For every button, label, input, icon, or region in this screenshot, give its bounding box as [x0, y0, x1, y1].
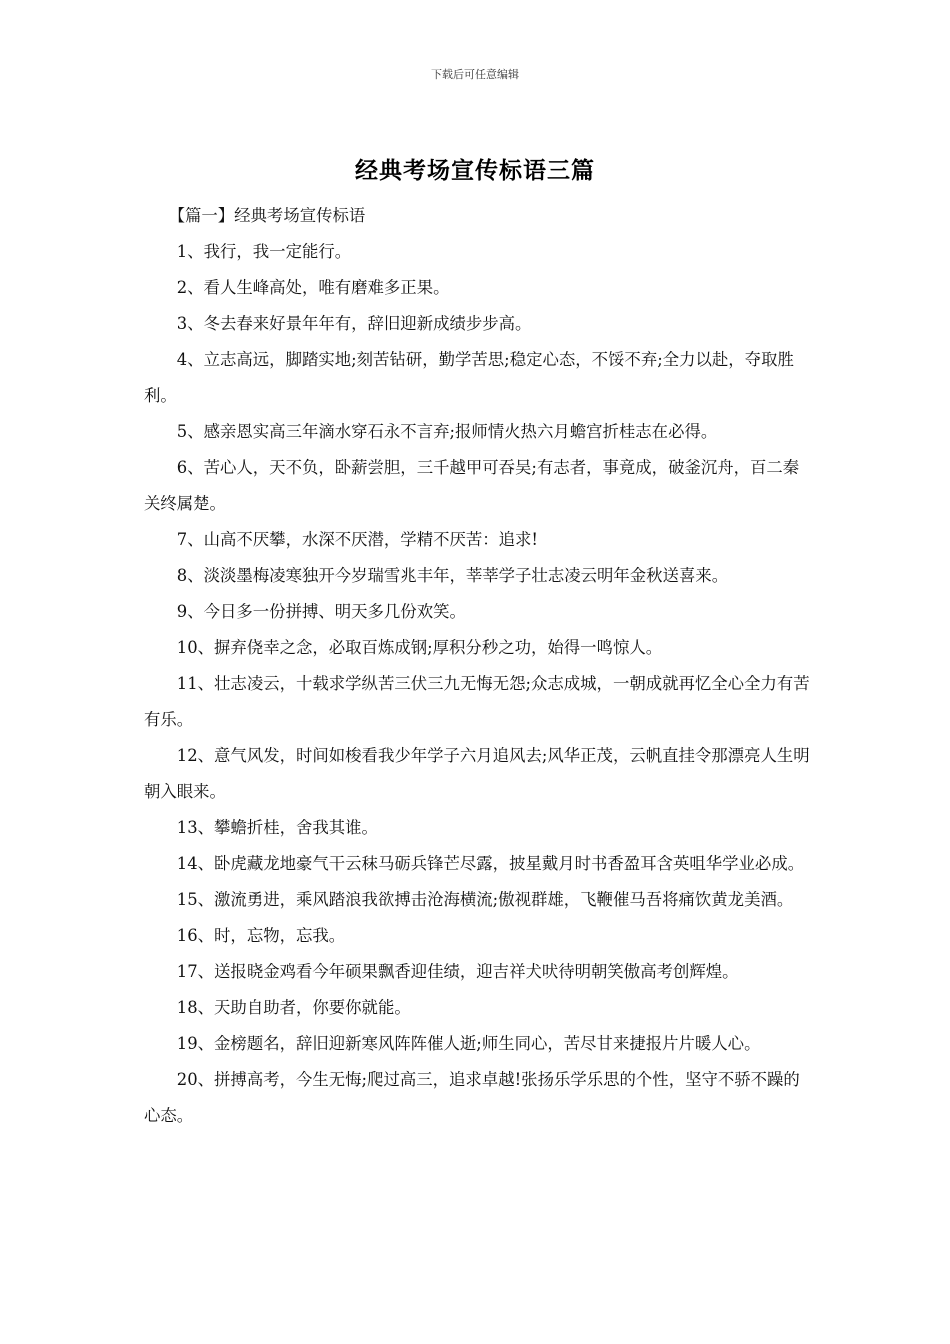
slogan-item-5: 5、感亲恩实高三年滴水穿石永不言弃;报师情火热六月蟾宫折桂志在必得。	[176, 422, 718, 441]
slogan-item-3: 3、冬去春来好景年年有，辞旧迎新成绩步步高。	[176, 314, 532, 333]
slogan-item-10: 10、摒弃侥幸之念，必取百炼成钢;厚积分秒之功，始得一鸣惊人。	[176, 638, 663, 657]
slogan-item-7: 7、山高不厌攀，水深不厌潜，学精不厌苦：追求!	[176, 530, 539, 549]
slogan-item-13: 13、攀蟾折桂，舍我其谁。	[176, 818, 378, 837]
slogan-item-14: 14、卧虎藏龙地豪气干云秣马砺兵锋芒尽露，披星戴月时书香盈耳含英咀华学业必成。	[176, 854, 805, 873]
slogan-item-20: 20、拼搏高考，今生无悔;爬过高三，追求卓越!张扬乐学乐思的个性，坚守不骄不躁的心态。	[144, 1070, 800, 1125]
slogan-item-16: 16、时，忘物，忘我。	[176, 926, 346, 945]
slogan-item-12: 12、意气风发，时间如梭看我少年学子六月追风去;风华正茂，云帆直挂令那漂亮人生明朝入眼来。	[144, 746, 810, 801]
section-heading: 【篇一】经典考场宣传标语	[168, 206, 366, 225]
document-title: 经典考场宣传标语三篇	[355, 157, 595, 184]
slogan-item-8: 8、淡淡墨梅凌寒独开今岁瑞雪兆丰年，莘莘学子壮志凌云明年金秋送喜来。	[176, 566, 729, 585]
slogan-item-4: 4、立志高远，脚踏实地;刻苦钻研，勤学苦思;稳定心态，不馁不弃;全力以赴，夺取胜利。	[144, 350, 794, 405]
slogan-item-9: 9、今日多一份拼搏、明天多几份欢笑。	[176, 602, 466, 621]
slogan-item-2: 2、看人生峰高处，唯有磨难多正果。	[176, 278, 450, 297]
page-header: 下载后可任意编辑	[431, 68, 519, 81]
slogan-item-6: 6、苦心人，天不负，卧薪尝胆，三千越甲可吞吴;有志者，事竟成，破釜沉舟，百二秦关终属楚。	[144, 458, 800, 513]
slogan-item-18: 18、天助自助者，你要你就能。	[176, 998, 411, 1017]
slogan-item-19: 19、金榜题名，辞旧迎新寒风阵阵催人逝;师生同心，苦尽甘来捷报片片暖人心。	[176, 1034, 761, 1053]
slogan-item-17: 17、送报晓金鸡看今年硕果飘香迎佳绩，迎吉祥犬吠待明朝笑傲高考创辉煌。	[176, 962, 739, 981]
slogan-item-11: 11、壮志凌云，十载求学纵苦三伏三九无悔无怨;众志成城，一朝成就再忆全心全力有苦有乐。	[144, 674, 810, 729]
slogan-item-15: 15、激流勇进，乘风踏浪我欲搏击沧海横流;傲视群雄，飞鞭催马吾将痛饮黄龙美酒。	[176, 890, 794, 909]
slogan-item-1: 1、我行，我一定能行。	[176, 242, 352, 261]
document-body	[144, 198, 812, 1134]
